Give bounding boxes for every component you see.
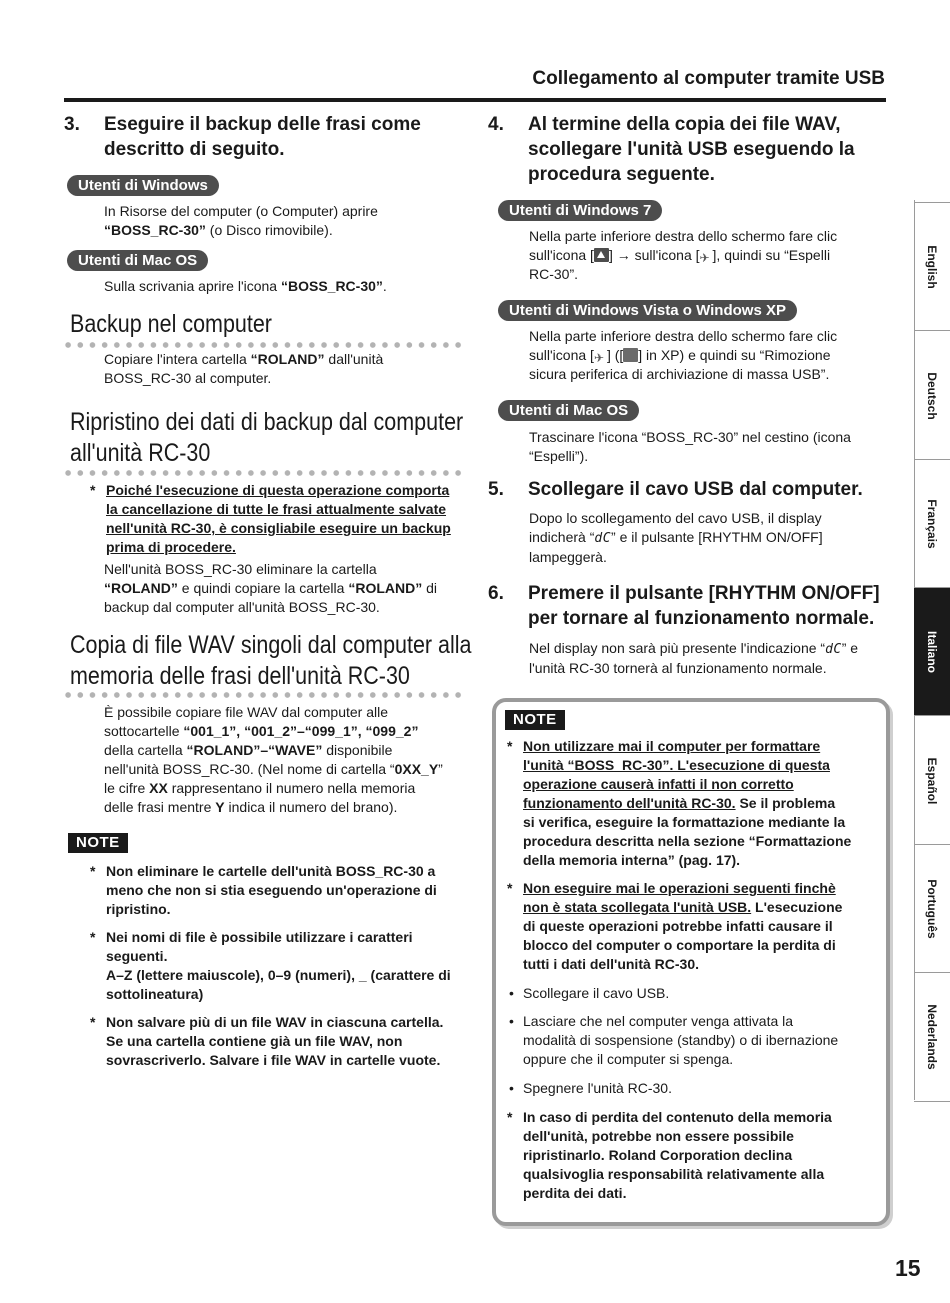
pill-mac-users: Utenti di Mac OS (498, 400, 639, 421)
display-indicator: dC (594, 531, 612, 546)
pill-windows7-users: Utenti di Windows 7 (498, 200, 662, 221)
safely-remove-hardware-icon: ✈ (593, 351, 604, 365)
header-rule (64, 98, 886, 102)
xp-safely-remove-icon (623, 348, 638, 362)
heading-divider (62, 470, 464, 476)
language-tab-portugues[interactable]: Português (914, 844, 950, 973)
restore-instructions: Nell'unità BOSS_RC-30 eliminare la cartella “ROLAND” e quindi copiare la cartella “ROLAND” di backup dal computer all'unità BOSS_RC-30. (104, 561, 438, 615)
step-5-details: Dopo lo scollegamento del cavo USB, il display indicherà “dC” e il pulsante [RHYTHM ON/OFF] lampeggerà. (529, 510, 823, 565)
heading-backup: Backup nel computer (70, 310, 272, 338)
display-indicator: dC (825, 642, 842, 657)
language-tab-italiano[interactable]: Italiano (914, 587, 950, 716)
running-header: Collegamento al computer tramite USB (532, 68, 885, 89)
backup-instructions: Copiare l'intera cartella “ROLAND” dall'unità BOSS_RC-30 al computer. (104, 351, 384, 386)
safely-remove-hardware-icon: ✈ (699, 251, 710, 265)
heading-copy-wav: Copia di file WAV singoli dal computer alla memoria delle frasi dell'unità RC-30 (70, 631, 472, 690)
copy-wav-instructions: È possibile copiare file WAV dal computer alle sottocartelle “001_1”, “001_2”–“099_1”, “099_2” della cartella “ROLAND”–“WAVE” disponibile nell'unità BOSS_RC-30. (Nel nome di cartella “0XX_Y” le cifre XX rappresentano il numero nella memoria delle frasi mentre Y indica il numero del brano). (104, 704, 443, 815)
note-label: NOTE (505, 710, 565, 730)
pill-windows-users: Utenti di Windows (67, 175, 219, 196)
heading-divider (62, 692, 464, 698)
pill-vista-xp-users: Utenti di Windows Vista o Windows XP (498, 300, 797, 321)
language-tab-francais[interactable]: Français (914, 459, 950, 588)
mac-eject-instructions: Trascinare l'icona “BOSS_RC-30” nel cestino (icona “Espelli”). (529, 429, 851, 464)
heading-divider (62, 342, 464, 348)
mac-instructions: Sulla scrivania aprire l'icona “BOSS_RC-30”. (104, 278, 387, 294)
note-label: NOTE (68, 833, 128, 853)
step-6-details: Nel display non sarà più presente l'indicazione “dC” e l'unità RC-30 tornerà al funzionamento normale. (529, 640, 859, 676)
language-tab-english[interactable]: English (914, 202, 950, 331)
language-tab-deutsch[interactable]: Deutsch (914, 330, 950, 460)
vista-xp-instructions: Nella parte inferiore destra dello schermo fare clic sull'icona [✈ ] ([ ] in XP) e quindi su “Rimozione sicura periferica di archiviazione di massa USB”. (529, 328, 838, 382)
language-tab-nederlands[interactable]: Nederlands (914, 972, 950, 1102)
heading-restore: Ripristino dei dati di backup dal computer all'unità RC-30 (70, 408, 464, 467)
pill-mac-users: Utenti di Mac OS (67, 250, 208, 271)
windows-instructions: In Risorse del computer (o Computer) aprire “BOSS_RC-30” (o Disco rimovibile). (104, 203, 378, 238)
windows7-instructions: Nella parte inferiore destra dello schermo fare clic sull'icona [ ] → sull'icona [✈ ], quindi su “Espelli RC-30”. (529, 228, 838, 282)
language-tab-espanol[interactable]: Español (914, 715, 950, 845)
page-number: 15 (895, 1255, 921, 1281)
show-hidden-icons-icon (594, 248, 609, 262)
